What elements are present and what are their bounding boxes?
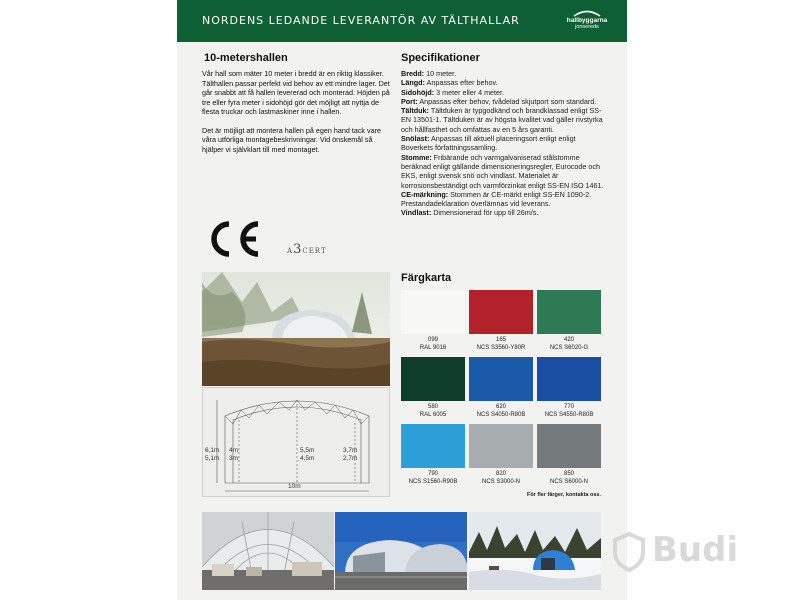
dim-width: 10m [288,483,301,490]
header-bar [177,0,627,42]
dim-height-outer-2: 5,1m [205,455,220,462]
color-swatch-label [401,404,465,419]
color-code: 850 [563,471,574,477]
color-reference: NCS S4550-R80B [544,411,594,418]
spec-item: Sidohöjd: 3 meter eller 4 meter. [401,87,505,97]
dim-side-left-2: 3m [229,455,239,462]
interior-photo-image [202,512,334,590]
intro-paragraph-1: Vår hall som mäter 10 meter i bredd är en riktig klassiker. Tälthallen passar perfekt vid behov av ett mindre lager. Det går snabbt att få hallen levererad och monterad. Höjden på tre eller fyra meter i sidohöjd gör det möjligt att nyttja de flesta truckar och lastmaskiner inne i hallen. [202,69,390,116]
intro-section [202,52,392,154]
color-swatch-label [469,337,533,352]
dim-height-outer: 6,1m [205,447,220,454]
color-swatch-label [537,337,601,352]
color-swatch-label [401,337,465,352]
color-swatch-label [537,471,601,486]
color-code: 790 [427,471,438,477]
winter-hall-photo [469,512,601,590]
spec-item: Snölast: Anpassas till aktuell placeringsort enligt enligt Boverkets författningssamling. [401,134,576,153]
color-reference: RAL 6005 [419,411,447,418]
color-swatch [469,357,533,401]
a3cert-logo [287,242,327,257]
ce-mark [202,218,266,260]
spec-item: Längd: Anpassas efter behov. [401,78,498,88]
tent-dimension-drawing [203,388,391,498]
shield-icon [612,532,646,572]
color-swatch-label [469,471,533,486]
color-swatch [537,424,601,468]
color-swatch [401,424,465,468]
color-reference: NCS S4050-R80B [476,411,526,418]
dimension-diagram [202,387,390,497]
blue-sky-halls-photo [335,512,467,590]
color-code: 580 [427,404,438,410]
brand-logo [557,9,617,33]
watermark [612,530,782,570]
watermark-text: Budi [652,530,739,570]
color-chart-note: För fler färger, kontakta oss. [527,492,601,498]
color-reference: NCS S3560-Y80R [476,344,526,351]
spec-item: Tältduk: Tältduken är typgodkänd och brandklassad enligt SS-EN 13501-1. Tältduken är av högsta kvalitet vad gäller rivstyrka och hållfasthet och omfattas av en 5 års garanti. [401,106,603,134]
spec-item: CE-märkning: Stommen är CE-märkt enligt SS-EN 1090-2. Prestandadeklaration överlämnas vid leverans. [401,189,592,209]
ce-mark-icon [202,218,266,260]
color-swatch-label [401,471,465,486]
dim-side-right-1: 3,7m [343,447,358,454]
color-reference: NCS S6000-N [549,478,588,485]
color-chart-title: Färgkarta [401,272,452,284]
intro-paragraph-2: Det är möjligt att montera hallen på egen hand tack vare våra utförliga montagebeskrivningar. Vid önskemål så hjälper vi självklart till med montaget. [202,125,381,154]
a3cert-3: 3 [293,242,303,257]
color-code: 820 [495,471,506,477]
a3cert-a: A [287,247,294,255]
specifications-title: Specifikationer [401,52,480,64]
interior-photo [202,512,334,590]
header-title: NORDENS LEDANDE LEVERANTÖR AV TÄLTHALLAR [202,14,520,27]
color-swatch [469,290,533,334]
photo-strip [202,512,601,590]
color-code: 420 [563,337,574,343]
color-swatch [401,290,465,334]
winter-hall-image [469,512,601,590]
spec-list [401,69,606,218]
dim-center-1: 5,5m [300,447,315,454]
color-swatch [469,424,533,468]
color-code: 620 [495,404,506,410]
logo-arc-icon [572,9,602,17]
blue-sky-halls-image [335,512,467,590]
color-code: 099 [427,337,438,343]
color-reference: NCS S6020-G [549,344,589,351]
dim-center-2: 4,5m [300,455,315,462]
spec-item: Bredd: 10 meter. [401,69,457,78]
brochure-page [177,0,627,600]
color-swatch [537,357,601,401]
color-swatch [401,357,465,401]
spec-item: Port: Anpassas efter behov, tvådelad skjutport som standard. [401,96,597,106]
spec-item: Vindlast: Dimensionerad för upp till 26m/s. [401,208,539,218]
color-swatch-label [537,404,601,419]
color-swatch [537,290,601,334]
logo-line2: jonsereds [575,24,599,30]
specifications-section [401,52,606,218]
tent-photo [202,272,390,386]
dim-side-right-2: 2,7m [343,455,358,462]
color-reference: NCS S1560-R90B [408,478,458,485]
a3cert-cert: CERT [302,247,327,255]
color-code: 770 [563,404,574,410]
color-reference: RAL 9016 [419,344,447,351]
color-code: 165 [495,337,506,343]
logo-line1: hallbyggarna [566,17,608,24]
tent-photo-image [202,272,390,386]
intro-title: 10-metershallen [204,52,288,64]
spec-item: Stomme: Fribärande och varmgalvaniserad stålstomme beräknad enligt gällande dimensioneringsregler, Eurocode och EKS, enligt svensk snö och vindlast. Materialet är korrosionsbeständigt och varmförzinkat enligt SS-EN ISO 1461. [401,152,604,190]
color-reference: NCS S3000-N [481,478,520,485]
dim-side-left-1: 4m [229,447,239,454]
color-swatch-label [469,404,533,419]
